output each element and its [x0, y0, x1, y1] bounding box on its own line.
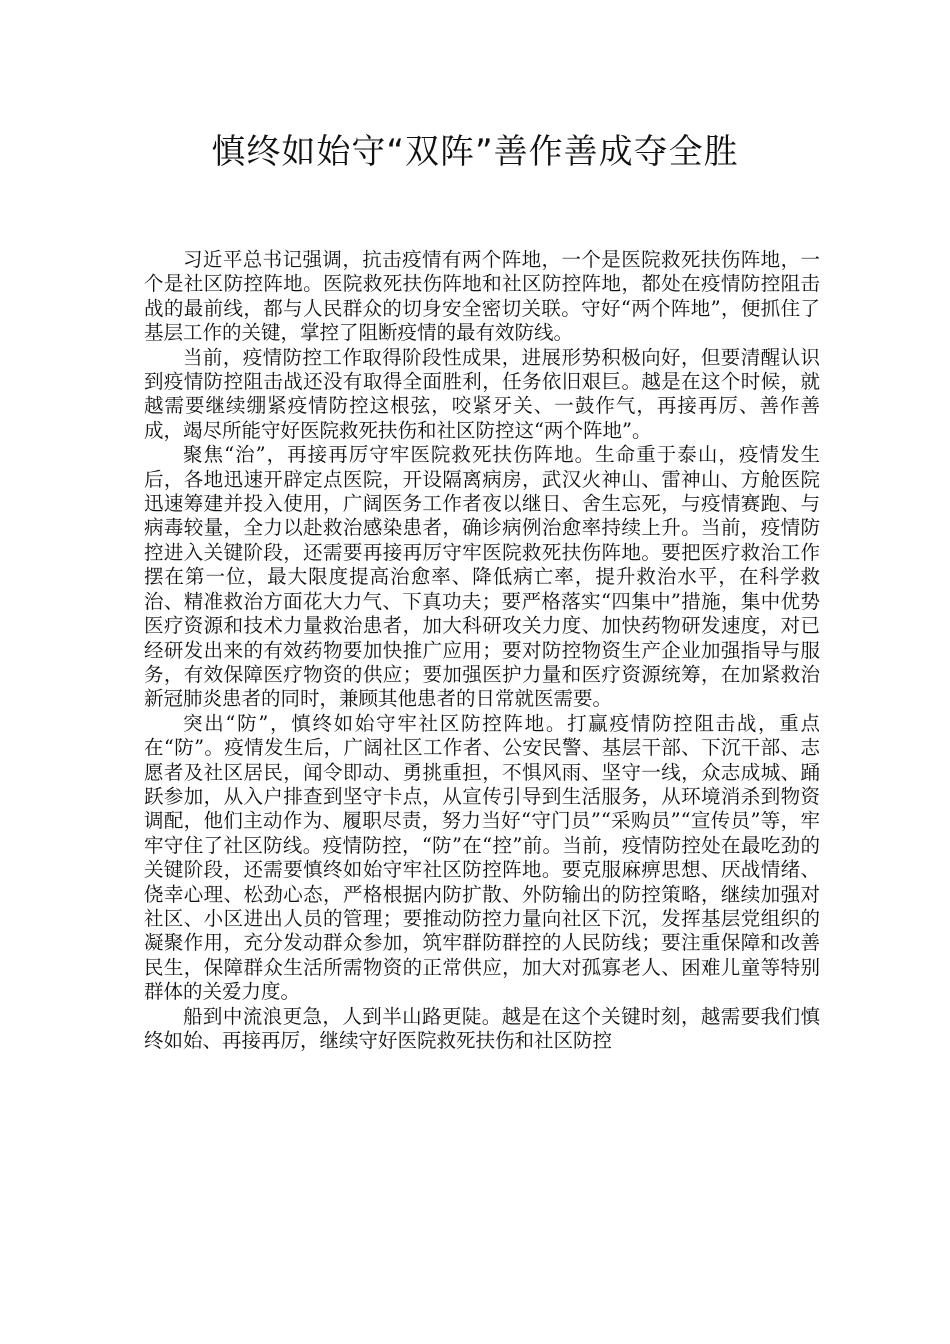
paragraph-4: 突出“防”，慎终如始守牢社区防控阵地。打赢疫情防控阻击战，重点在“防”。疫情发生后，广阔社区工作者、公安民警、基层干部、下沉干部、志愿者及社区居民，闻令即动、勇挑重担，不惧风雨、坚守一线，众志成城、踊跃参加，从入户排查到坚守卡点，从宣传引导到生活服务，从环境消杀到物资调配，他们主动作为、履职尽责，努力当好“守门员”“采购员”“宣传员”等，牢牢守住了社区防线。疫情防控，“防”在“控”前。当前，疫情防控处在最吃劲的关键阶段，还需要慎终如始守牢社区防控阵地。要克服麻痹思想、厌战情绪、侥幸心理、松劲心态，严格根据内防扩散、外防输出的防控策略，继续加强对社区、小区进出人员的管理；要推动防控力量向社区下沉，发挥基层党组织的凝聚作用，充分发动群众参加，筑牢群防群控的人民防线；要注重保障和改善民生，保障群众生活所需物资的正常供应，加大对孤寡老人、困难儿童等特别群体的关爱力度。: [144, 711, 820, 1004]
paragraph-5: 船到中流浪更急，人到半山路更陡。越是在这个关键时刻，越需要我们慎终如始、再接再厉，继续守好医院救死扶伤和社区防控: [144, 1004, 820, 1052]
page-title: 慎终如始守“双阵”善作善成夺全胜: [211, 132, 739, 172]
paragraph-3: 聚焦“治”，再接再厉守牢医院救死扶伤阵地。生命重于泰山，疫情发生后，各地迅速开辟定点医院，开设隔离病房，武汉火神山、雷神山、方舱医院迅速筹建并投入使用，广阔医务工作者夜以继日、舍生忘死，与疫情赛跑、与病毒较量，全力以赴救治感染患者，确诊病例治愈率持续上升。当前，疫情防控进入关键阶段，还需要再接再厉守牢医院救死扶伤阵地。要把医疗救治工作摆在第一位，最大限度提高治愈率、降低病亡率，提升救治水平，在科学救治、精准救治方面花大力气、下真功夫；要严格落实“四集中”措施，集中优势医疗资源和技术力量救治患者，加大科研攻关力度、加快药物研发速度，对已经研发出来的有效药物要加快推广应用；要对防控物资生产企业加强指导与服务，有效保障医疗物资的供应；要加强医护力量和医疗资源统筹，在加紧救治新冠肺炎患者的同时，兼顾其他患者的日常就医需要。: [144, 443, 820, 711]
article-body: [144, 248, 820, 1053]
paragraph-1: 习近平总书记强调，抗击疫情有两个阵地，一个是医院救死扶伤阵地，一个是社区防控阵地。医院救死扶伤阵地和社区防控阵地，都处在疫情防控阻击战的最前线，都与人民群众的切身安全密切关联。守好“两个阵地”，便抓住了基层工作的关键，掌控了阻断疫情的最有效防线。: [144, 248, 820, 345]
paragraph-2: 当前，疫情防控工作取得阶段性成果，进展形势积极向好，但要清醒认识到疫情防控阻击战还没有取得全面胜利，任务依旧艰巨。越是在这个时候，就越需要继续绷紧疫情防控这根弦，咬紧牙关、一鼓作气，再接再厉、善作善成，竭尽所能守好医院救死扶伤和社区防控这“两个阵地”。: [144, 345, 820, 442]
